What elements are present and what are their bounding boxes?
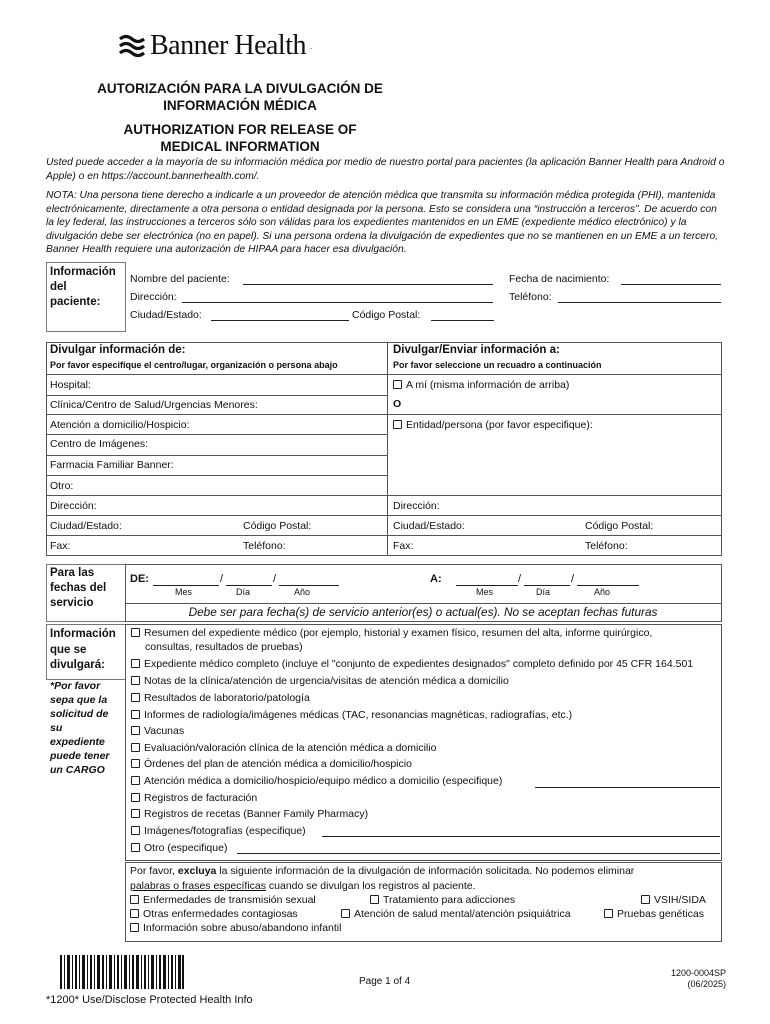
from-month-caption: Mes [175,587,193,597]
exclude-mental[interactable] [341,908,571,920]
to-entity-label: Entidad/persona (por favor especifique): [406,419,593,431]
exclude-instructions-2 [130,880,476,892]
fee-note-3: solicitud de [50,708,109,720]
form-number-code: 1200-0004SP [670,968,726,978]
phone-field[interactable] [558,302,721,303]
exclude-genetic-label: Pruebas genéticas [617,908,704,920]
checkbox-icon[interactable] [131,793,140,802]
title-spanish [40,80,440,114]
from-homecare[interactable]: Atención a domicilio/Hospicio: [50,419,190,431]
exclude-std[interactable] [130,894,316,906]
item-label: Notas de la clínica/atención de urgencia/visitas de atención médica a domicilio [144,675,509,687]
item-care-orders[interactable] [131,758,412,770]
barcode-icon [60,955,184,989]
fee-note-2: sepa que la [50,694,108,706]
title-es-line1: AUTORIZACIÓN PARA LA DIVULGACIÓN DE [97,81,383,96]
to-date-label: A: [430,573,442,585]
date-slash: / [518,573,522,585]
from-zip[interactable]: Código Postal: [243,520,312,532]
checkbox-icon[interactable] [131,659,140,668]
checkbox-icon[interactable] [370,895,379,904]
patient-label-2: del [50,281,67,293]
to-address[interactable]: Dirección: [393,500,440,512]
intro-portal: Usted puede acceder a la mayoría de su información médica por medio de nuestro portal para pacientes (la aplicación Banner Health para Android o Apple) o en https://account.bannerhealth.com/. [46,157,725,182]
from-imaging[interactable]: Centro de Imágenes: [50,438,149,450]
to-year-field[interactable] [577,585,639,586]
exclude-bold: excluya [177,865,217,877]
checkbox-icon[interactable] [641,895,650,904]
service-dates-note: Debe ser para fecha(s) de servicio anterior(es) o actual(es). No se aceptan fechas futuras [188,605,658,619]
from-pharmacy[interactable]: Farmacia Familiar Banner: [50,459,174,471]
release-from-heading: Divulgar información de: [50,344,186,356]
table-line [46,535,721,536]
checkbox-icon[interactable] [131,726,140,735]
service-label-2: fechas del [50,582,107,594]
checkbox-icon[interactable] [131,809,140,818]
table-line [46,414,721,415]
patient-name-field[interactable] [243,284,493,285]
checkbox-icon[interactable] [131,776,140,785]
to-me-option[interactable] [393,379,569,391]
item-summary[interactable] [131,627,652,639]
city-label: Ciudad/Estado: [130,309,202,321]
title-en-line1: AUTHORIZATION FOR RELEASE OF [123,122,357,137]
exclude-hiv[interactable] [641,894,706,906]
to-day-field[interactable] [524,585,570,586]
exclude-hiv-label: VSIH/SIDA [654,894,706,906]
info-label-2: que se [50,643,87,656]
logo-mark: . [310,41,313,51]
fee-note-4: su [50,722,63,734]
dob-field[interactable] [621,284,721,285]
item-other[interactable] [131,842,227,854]
from-hospital[interactable]: Hospital: [50,379,91,391]
fee-note [50,679,110,777]
to-city[interactable]: Ciudad/Estado: [393,520,465,532]
exclude-post: la siguiente información de la divulgación de información solicitada. No podemos eliminar [216,865,635,877]
table-line [46,455,388,456]
item-label: Expediente médico completo (incluye el "conjunto de expedientes designados" completo definido por 45 CFR 164.501 [144,658,694,670]
table-line [46,434,388,435]
to-month-caption: Mes [476,587,494,597]
item-label: Imágenes/fotografías (especifique) [144,825,306,837]
item-label: Otro (especifique) [144,842,228,854]
to-phone[interactable]: Teléfono: [585,540,628,552]
from-fax[interactable]: Fax: [50,540,71,552]
service-label-1: Para las [50,567,95,579]
exclude-pre: Por favor, [130,865,178,877]
release-from-subheading: Por favor especifique el centro/lugar, organización o persona abajo [50,360,338,370]
item-lab-results[interactable] [131,692,310,704]
item-clinical-eval[interactable] [131,742,436,754]
from-clinic[interactable]: Clínica/Centro de Salud/Urgencias Menores: [50,399,258,411]
info-label-1: Información [50,628,116,640]
zip-field[interactable] [431,320,494,321]
from-city[interactable]: Ciudad/Estado: [50,520,122,532]
logo-text: Banner Health [150,30,306,61]
form-number [620,968,726,990]
item-label: Registros de recetas (Banner Family Pharmacy) [144,808,369,820]
to-entity-option[interactable] [393,419,593,431]
images-specify-field[interactable] [322,836,720,837]
other-specify-field[interactable] [237,853,720,854]
item-label: Evaluación/valoración clínica de la atención médica a domicilio [144,742,437,754]
table-line [46,515,721,516]
checkbox-icon[interactable] [131,676,140,685]
banner-health-logo [118,30,312,62]
exclude-underlined: palabras o frases específicas [130,880,266,892]
or-label: O [393,398,402,410]
checkbox-icon[interactable] [341,909,350,918]
item-label: Atención médica a domicilio/hospicio/equipo médico a domicilio (especifique) [144,775,503,787]
checkbox-icon[interactable] [130,923,139,932]
from-month-field[interactable] [153,585,219,586]
item-clinic-notes[interactable] [131,675,509,687]
checkbox-icon[interactable] [131,710,140,719]
service-dates-label [50,566,106,611]
title-es-line2: INFORMACIÓN MÉDICA [163,98,317,113]
zip-label: Código Postal: [352,309,421,321]
page-number: Page 1 of 4 [359,976,411,987]
item-billing[interactable] [131,792,257,804]
item-prescriptions[interactable] [131,808,368,820]
barcode-caption: *1200* Use/Disclose Protected Health Info [46,994,253,1006]
table-line [46,395,388,396]
item-radiology[interactable] [131,709,572,721]
from-year-field[interactable] [279,585,339,586]
address-label: Dirección: [130,291,177,303]
patient-label-3: paciente: [50,296,101,308]
checkbox-icon[interactable] [130,895,139,904]
checkbox-icon[interactable] [604,909,613,918]
to-zip[interactable]: Código Postal: [585,520,654,532]
to-me-label: A mí (misma información de arriba) [406,379,570,391]
info-released-label [50,627,116,674]
item-vaccines[interactable] [131,725,184,737]
phone-label: Teléfono: [509,291,552,303]
fee-note-5: expediente [50,736,105,748]
checkbox-icon[interactable] [131,843,140,852]
intro-note: NOTA: Una persona tiene derecho a indicarle a un proveedor de atención médica que transmita su información médica protegida (PHI), mantenida electrónicamente, directamente a otra persona o entidad designada por la persona. Esto se considera una “instrucción a terceros”. De acuerdo con la ley federal, las instrucciones a terceros sólo son válidas para los expedientes mantenidos en un EME (expediente médico electrónico) y la divulgación debe ser electrónica (no en papel). Si una persona ordena la divulgación de expedientes que no se mantienen en un EME a un tercero, Banner Health requiere una autorización de HIPAA para hacer esa divulgación. [46,190,719,256]
from-year-caption: Año [294,587,311,597]
item-label: Vacunas [144,725,185,737]
to-day-caption: Día [536,587,551,597]
release-to-heading: Divulgar/Enviar información a: [393,344,560,356]
to-year-caption: Año [594,587,611,597]
item-home-equipment[interactable] [131,775,502,787]
patient-name-label: Nombre del paciente: [130,273,230,285]
item-label: Órdenes del plan de atención médica a domicilio/hospicio [144,758,412,770]
from-day-field[interactable] [226,585,272,586]
exclude-abuse-label: Información sobre abuso/abandono infantil [143,922,342,934]
from-date-label: DE: [130,573,149,585]
city-field[interactable] [211,320,349,321]
exclude-contagious[interactable] [130,908,298,920]
exclude-std-label: Enfermedades de transmisión sexual [143,894,316,906]
from-address[interactable]: Dirección: [50,500,97,512]
home-equipment-specify-field[interactable] [535,787,720,788]
checkbox-icon[interactable] [393,380,402,389]
exclude-instructions [130,865,634,877]
exclude-contagious-label: Otras enfermedades contagiosas [143,908,298,920]
release-to-subheading: Por favor seleccione un recuadro a continuación [393,360,602,370]
checkbox-icon[interactable] [131,693,140,702]
patient-label-1: Información [50,266,116,278]
item-summary-cont: consultas, resultados de pruebas) [145,641,303,653]
table-line [46,374,721,375]
item-label: Registros de facturación [144,792,258,804]
item-label: Resumen del expediente médico (por ejemplo, historial y examen físico, resumen del alta, informe quirúrgico, [144,627,653,639]
from-day-caption: Día [236,587,251,597]
table-line [125,603,721,604]
exclude-abuse[interactable] [130,922,341,934]
fee-note-1: *Por favor [50,680,101,692]
item-complete-record[interactable] [131,658,693,670]
fee-note-6: puede tener [50,750,110,762]
table-line [46,495,721,496]
item-label: Resultados de laboratorio/patología [144,692,310,704]
checkbox-icon[interactable] [131,628,140,637]
exclude-addiction[interactable] [370,894,515,906]
banner-logo-icon [118,33,146,59]
address-field[interactable] [182,302,493,303]
to-month-field[interactable] [456,585,518,586]
date-slash: / [273,573,277,585]
checkbox-icon[interactable] [131,743,140,752]
exclude-addiction-label: Tratamiento para adicciones [383,894,516,906]
service-label-3: servicio [50,597,94,609]
from-phone[interactable]: Teléfono: [243,540,286,552]
info-label-3: divulgará: [50,659,105,671]
to-fax[interactable]: Fax: [393,540,414,552]
checkbox-icon[interactable] [131,826,140,835]
item-label: Informes de radiología/imágenes médicas (TAC, resonancias magnéticas, radiografías, etc.) [144,709,573,721]
fee-note-7: un CARGO [50,764,105,776]
checkbox-icon[interactable] [393,420,402,429]
date-slash: / [220,573,224,585]
item-images[interactable] [131,825,306,837]
from-other[interactable]: Otro: [50,480,74,492]
checkbox-icon[interactable] [130,909,139,918]
patient-section-label [50,265,116,310]
table-line [46,475,388,476]
exclude-line2: cuando se divulgan los registros al paciente. [266,880,476,892]
checkbox-icon[interactable] [131,759,140,768]
dob-label: Fecha de nacimiento: [509,273,610,285]
date-slash: / [571,573,575,585]
exclude-mental-label: Atención de salud mental/atención psiquiátrica [354,908,571,920]
form-date: (06/2025) [687,979,726,989]
exclude-genetic[interactable] [604,908,704,920]
title-english [40,121,440,155]
title-en-line2: MEDICAL INFORMATION [160,139,320,154]
